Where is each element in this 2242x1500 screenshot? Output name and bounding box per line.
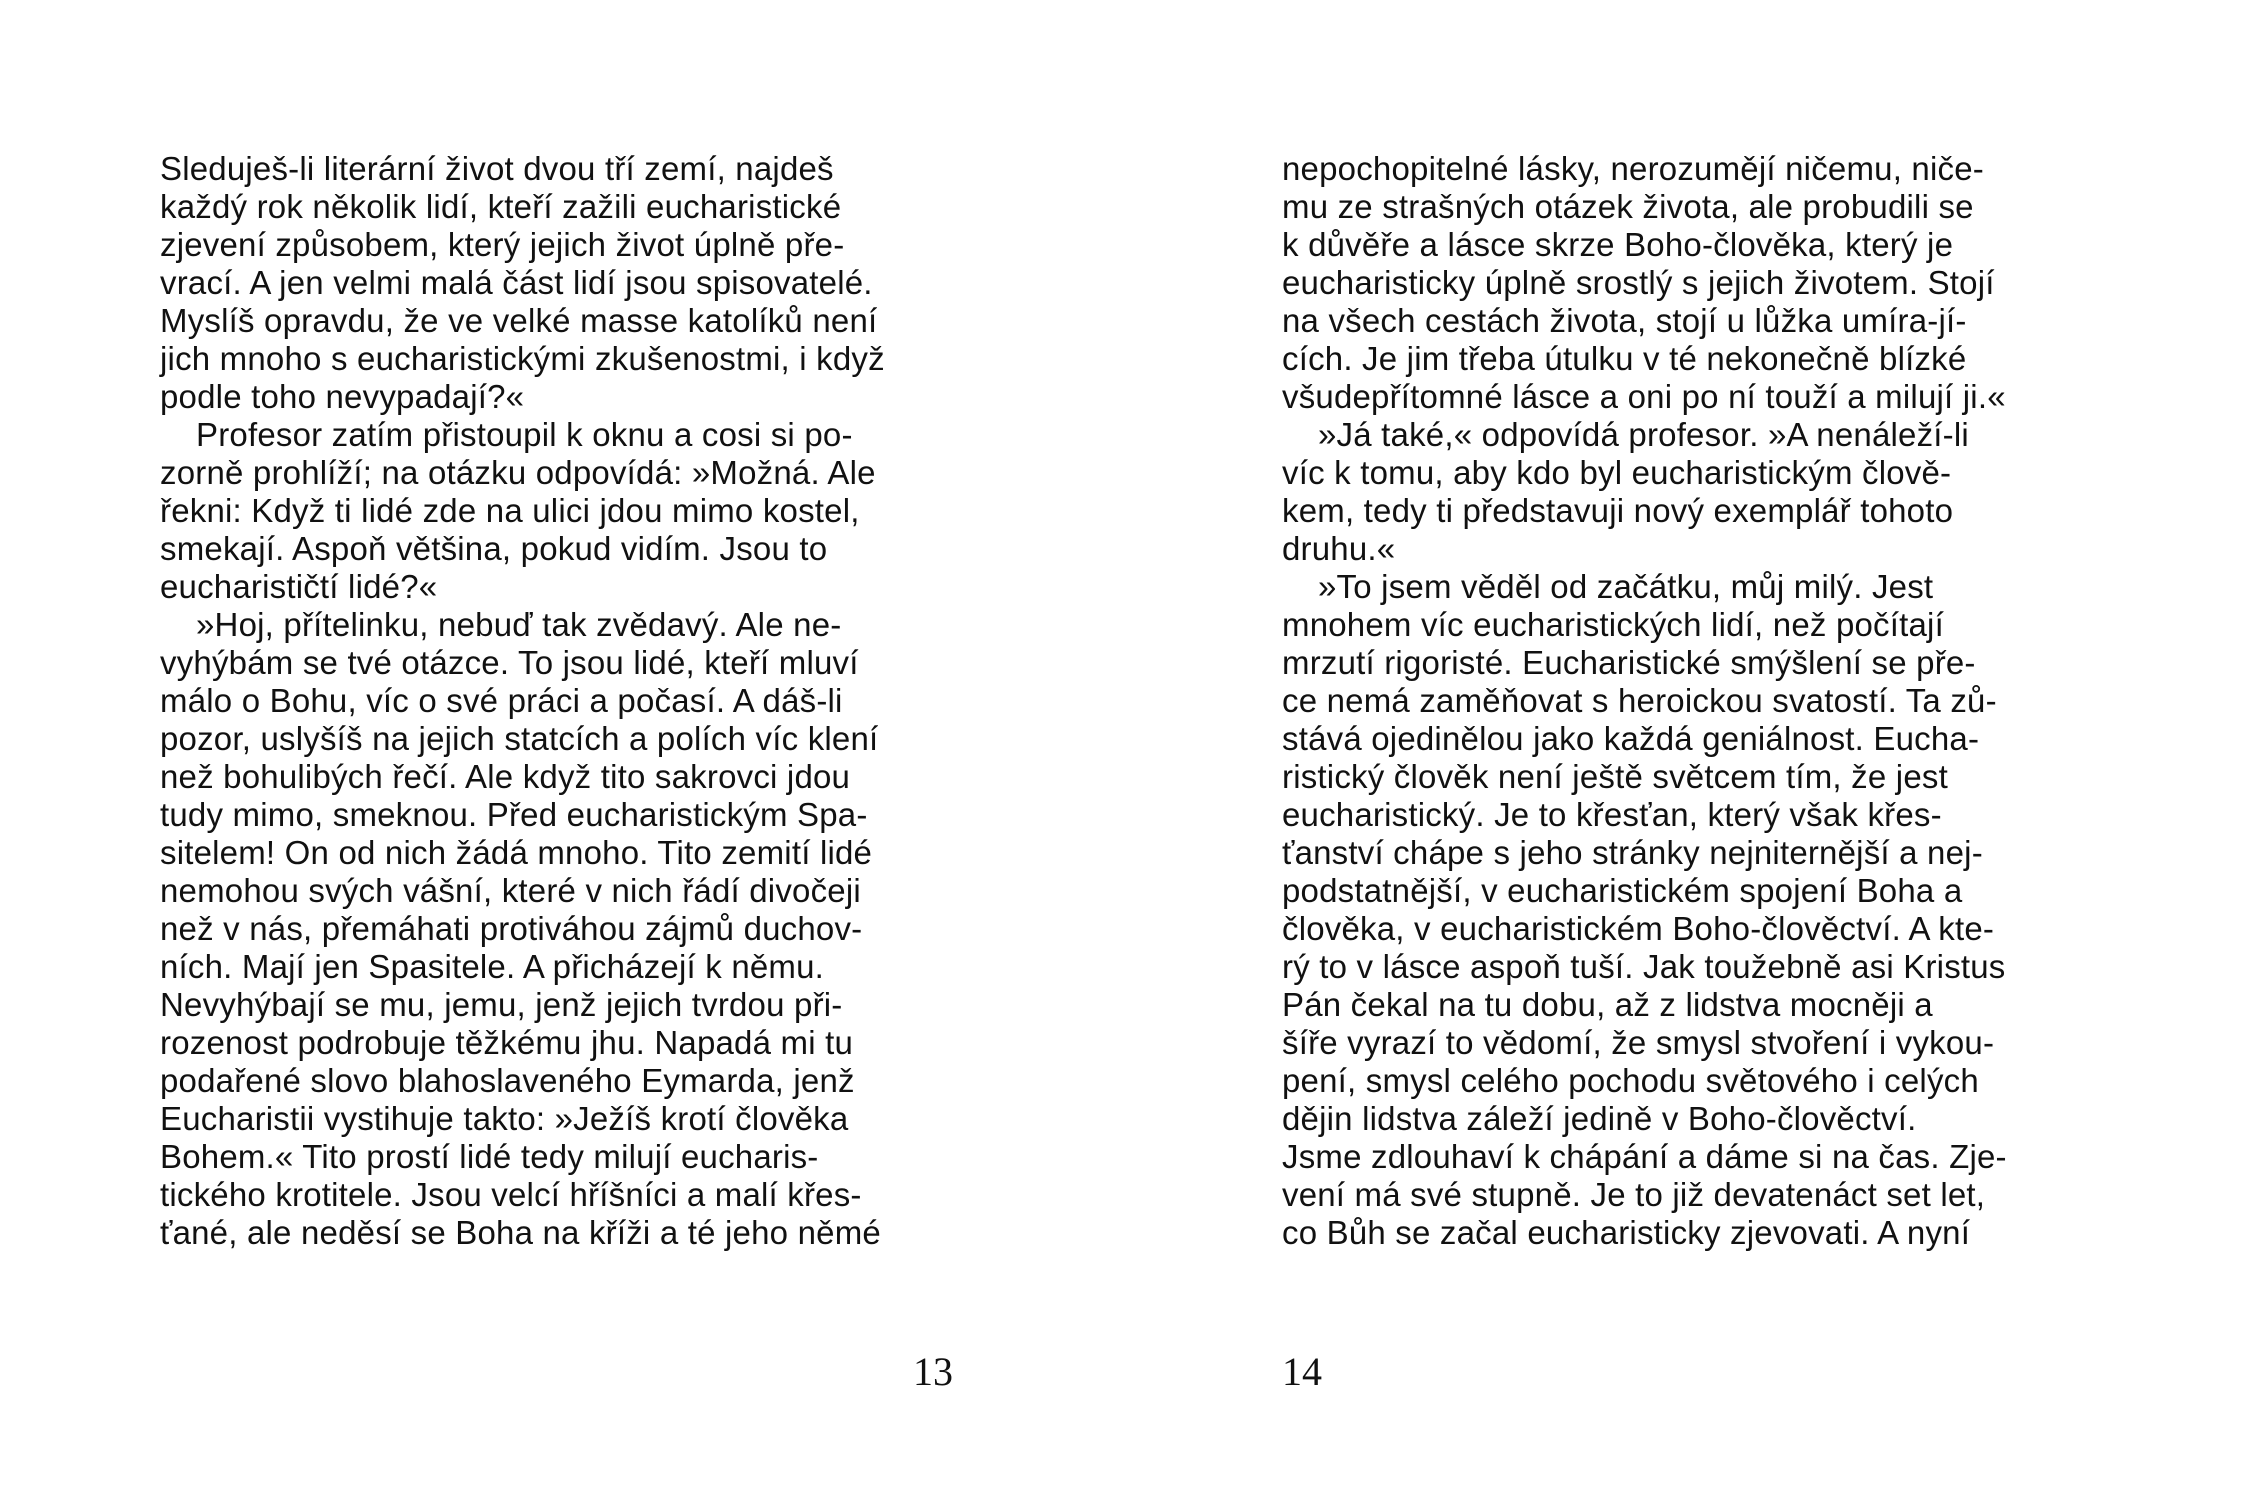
text-line: eucharisticky úplně srostlý s jejich životem. Stojí <box>1282 264 1995 301</box>
text-line: nepochopitelné lásky, nerozumějí ničemu, niče- <box>1282 150 1984 187</box>
text-line: mrzutí rigoristé. Eucharistické smýšlení se pře- <box>1282 644 1976 681</box>
text-line: stává ojedinělou jako každá geniálnost. Eucha- <box>1282 720 1980 757</box>
text-line: »Hoj, přítelinku, nebuď tak zvědavý. Ale ne- <box>196 606 842 643</box>
text-line: dějin lidstva záleží jedině v Boho-člověctví. <box>1282 1100 1917 1137</box>
text-line: Myslíš opravdu, že ve velké masse katolíků není <box>160 302 878 339</box>
text-line: Bohem.« Tito prostí lidé tedy milují eucharis- <box>160 1138 819 1175</box>
text-line: člověka, v eucharistickém Boho-člověctví. A kte- <box>1282 910 1995 947</box>
text-line: ristický člověk není ještě světcem tím, že jest <box>1282 758 1948 795</box>
left-page <box>160 150 960 1450</box>
text-line: druhu.« <box>1282 530 1396 567</box>
text-line: víc k tomu, aby kdo byl eucharistickým člově- <box>1282 454 1952 491</box>
text-line: »To jsem věděl od začátku, můj milý. Jest <box>1318 568 1934 605</box>
page-number: 14 <box>1282 1349 1322 1394</box>
text-line: »Já také,« odpovídá profesor. »A nenáleží-li <box>1318 416 1969 453</box>
text-line: rozenost podrobuje těžkému jhu. Napadá mi tu <box>160 1024 854 1061</box>
text-line: Profesor zatím přistoupil k oknu a cosi si po- <box>196 416 853 453</box>
text-line: ních. Mají jen Spasitele. A přicházejí k němu. <box>160 948 825 985</box>
text-line: vyhýbám se tvé otázce. To jsou lidé, kteří mluví <box>160 644 859 681</box>
text-line: mnohem víc eucharistických lidí, než počítají <box>1282 606 1944 643</box>
text-line: kem, tedy ti představuji nový exemplář tohoto <box>1282 492 1954 529</box>
text-line: mu ze strašných otázek života, ale probudili se <box>1282 188 1974 225</box>
text-line: Sleduješ-li literární život dvou tří zemí, najdeš <box>160 150 834 187</box>
text-line: ce nemá zaměňovat s heroickou svatostí. Ta zů- <box>1282 682 1997 719</box>
text-line: k důvěře a lásce skrze Boho-člověka, který je <box>1282 226 1954 263</box>
text-line: Eucharistii vystihuje takto: »Ježíš krotí člověka <box>160 1100 849 1137</box>
text-line: šíře vyrazí to vědomí, že smysl stvoření i vykou- <box>1282 1024 1995 1061</box>
page-number: 13 <box>913 1349 953 1394</box>
text-line: tického krotitele. Jsou velcí hříšníci a malí křes- <box>160 1176 862 1213</box>
text-line: pení, smysl celého pochodu světového i celých <box>1282 1062 1979 1099</box>
text-line: cích. Je jim třeba útulku v té nekonečně blízké <box>1282 340 1967 377</box>
text-line: zjevení způsobem, který jejich život úplně pře- <box>160 226 845 263</box>
right-page <box>1282 150 2082 1450</box>
text-line: co Bůh se začal eucharisticky zjevovati. A nyní <box>1282 1214 1971 1251</box>
text-line: řekni: Když ti lidé zde na ulici jdou mimo kostel, <box>160 492 860 529</box>
text-line: sitelem! On od nich žádá mnoho. Tito zemití lidé <box>160 834 873 871</box>
text-line: podařené slovo blahoslaveného Eymarda, jenž <box>160 1062 855 1099</box>
text-line: tudy mimo, smeknou. Před eucharistickým Spa- <box>160 796 868 833</box>
text-line: než v nás, přemáhati protiváhou zájmů duchov- <box>160 910 863 947</box>
text-line: rý to v lásce aspoň tuší. Jak toužebně asi Kristus <box>1282 948 2006 985</box>
text-line: eucharističtí lidé?« <box>160 568 438 605</box>
text-line: na všech cestách života, stojí u lůžka umíra-jí- <box>1282 302 1967 339</box>
text-line: podstatnější, v eucharistickém spojení Boha a <box>1282 872 1963 909</box>
text-line: Nevyhýbají se mu, jemu, jenž jejich tvrdou při- <box>160 986 843 1023</box>
text-line: jich mnoho s eucharistickými zkušenostmi, i když <box>160 340 885 377</box>
text-line: zorně prohlíží; na otázku odpovídá: »Možná. Ale <box>160 454 876 491</box>
text-line: vrací. A jen velmi malá část lidí jsou spisovatelé. <box>160 264 873 301</box>
text-line: smekají. Aspoň většina, pokud vidím. Jsou to <box>160 530 828 567</box>
text-line: každý rok několik lidí, kteří zažili eucharistické <box>160 188 842 225</box>
text-line: podle toho nevypadají?« <box>160 378 525 415</box>
text-line: málo o Bohu, víc o své práci a počasí. A dáš-li <box>160 682 843 719</box>
text-line: ťané, ale neděsí se Boha na kříži a té jeho němé <box>160 1214 881 1251</box>
text-line: eucharistický. Je to křesťan, který však křes- <box>1282 796 1942 833</box>
text-line: pozor, uslyšíš na jejich statcích a polích víc klení <box>160 720 879 757</box>
text-line: Pán čekal na tu dobu, až z lidstva mocněji a <box>1282 986 1933 1023</box>
text-line: nemohou svých vášní, které v nich řádí divočeji <box>160 872 861 909</box>
text-line: vení má své stupně. Je to již devatenáct set let, <box>1282 1176 1986 1213</box>
text-line: Jsme zdlouhaví k chápání a dáme si na čas. Zje- <box>1282 1138 2007 1175</box>
text-line: všudepřítomné lásce a oni po ní touží a milují ji.« <box>1282 378 2006 415</box>
text-line: ťanství chápe s jeho stránky nejniternější a nej- <box>1282 834 1983 871</box>
text-line: než bohulibých řečí. Ale když tito sakrovci jdou <box>160 758 851 795</box>
